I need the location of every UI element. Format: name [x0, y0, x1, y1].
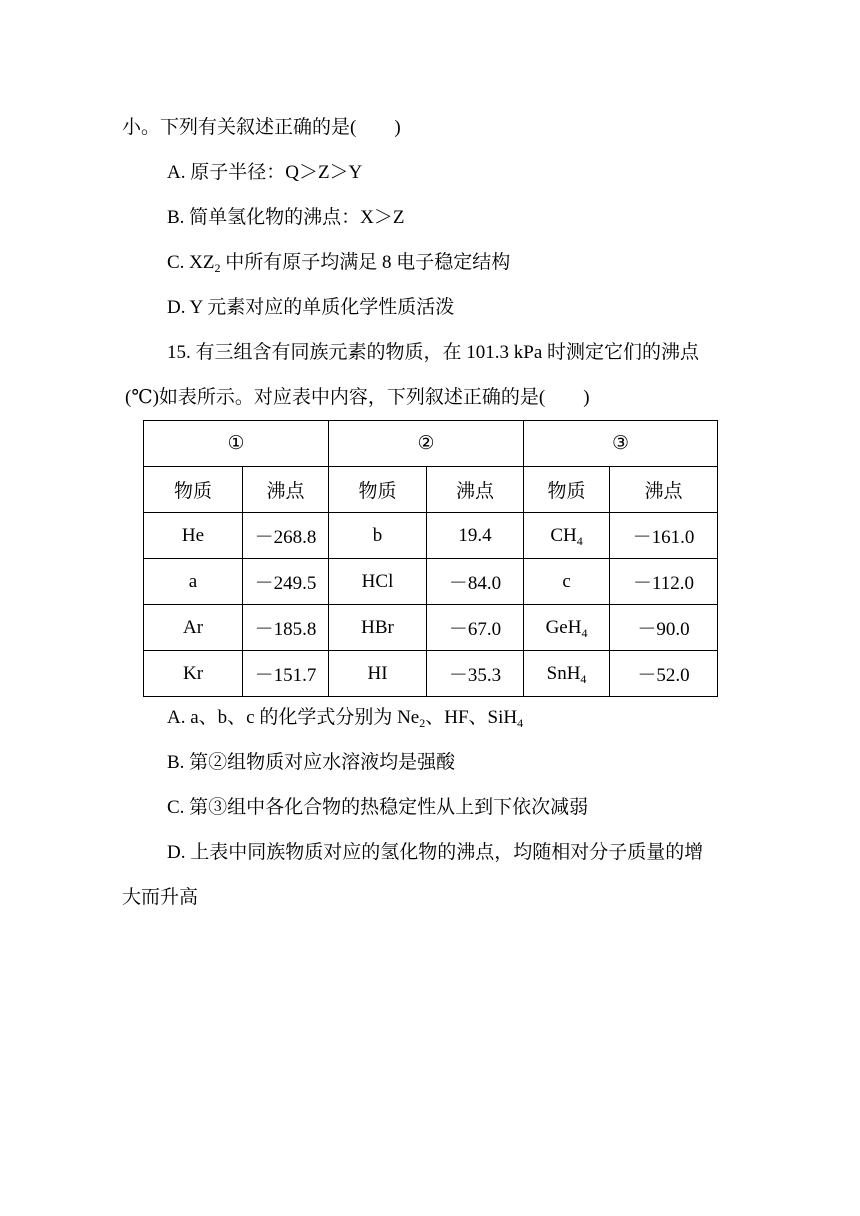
table-cell: －67.0 — [427, 605, 524, 651]
table-cell: Ar — [144, 605, 243, 651]
q14-stem-tail: 小。下列有关叙述正确的是( ) — [122, 117, 401, 138]
table-row — [144, 605, 718, 651]
q14-option-a: A. 原子半径：Q＞Z＞Y — [167, 162, 363, 183]
group-header: ① — [144, 421, 329, 467]
q15-option-d-line2: 大而升高 — [122, 887, 199, 908]
table-cell: 19.4 — [427, 513, 524, 559]
q14-option-b: B. 简单氢化物的沸点：X＞Z — [167, 207, 405, 228]
table-cell: HBr — [329, 605, 427, 651]
table-cell: －52.0 — [610, 651, 718, 697]
table-cell: HCl — [329, 559, 427, 605]
column-header: 沸点 — [243, 467, 329, 513]
column-header: 物质 — [524, 467, 610, 513]
table-cell: b — [329, 513, 427, 559]
table-cell: a — [144, 559, 243, 605]
table-cell: －268.8 — [243, 513, 329, 559]
table-cell: GeH$_4$ — [524, 605, 610, 651]
table-cell: －185.8 — [243, 605, 329, 651]
q14-option-d: D. Y 元素对应的单质化学性质活泼 — [167, 297, 455, 318]
boiling-point-table — [143, 420, 718, 697]
table-cell: －90.0 — [610, 605, 718, 651]
column-header: 沸点 — [610, 467, 718, 513]
table-cell: c — [524, 559, 610, 605]
group-header: ② — [329, 421, 524, 467]
table-cell: －249.5 — [243, 559, 329, 605]
q15-option-c: C. 第③组中各化合物的热稳定性从上到下依次减弱 — [167, 797, 589, 818]
table-cell: HI — [329, 651, 427, 697]
table-row — [144, 513, 718, 559]
q15-stem-line2: (℃)如表所示。对应表中内容，下列叙述正确的是( ) — [125, 387, 590, 408]
table-cell: SnH$_4$ — [524, 651, 610, 697]
column-header-row — [144, 467, 718, 513]
table-row — [144, 651, 718, 697]
q15-option-b: B. 第②组物质对应水溶液均是强酸 — [167, 752, 456, 773]
table-cell: Kr — [144, 651, 243, 697]
q15-stem-line1: 15. 有三组含有同族元素的物质，在 101.3 kPa 时测定它们的沸点 — [167, 342, 700, 363]
table-cell: He — [144, 513, 243, 559]
table-cell: －151.7 — [243, 651, 329, 697]
group-header-row — [144, 421, 718, 467]
q15-option-a: A. a、b、c 的化学式分别为 $Ne_2$、HF、SiH$_4$ — [167, 707, 524, 730]
group-header: ③ — [524, 421, 718, 467]
table-cell: $CH_4$ — [524, 513, 610, 559]
table-cell: －35.3 — [427, 651, 524, 697]
q15-option-d-line1: D. 上表中同族物质对应的氢化物的沸点，均随相对分子质量的增 — [167, 842, 704, 863]
table-cell: －84.0 — [427, 559, 524, 605]
column-header: 物质 — [329, 467, 427, 513]
table-row — [144, 559, 718, 605]
table-cell: －161.0 — [610, 513, 718, 559]
column-header: 沸点 — [427, 467, 524, 513]
column-header: 物质 — [144, 467, 243, 513]
table-cell: －112.0 — [610, 559, 718, 605]
q14-option-c: C. $XZ_2$ 中所有原子均满足 8 电子稳定结构 — [167, 252, 511, 275]
